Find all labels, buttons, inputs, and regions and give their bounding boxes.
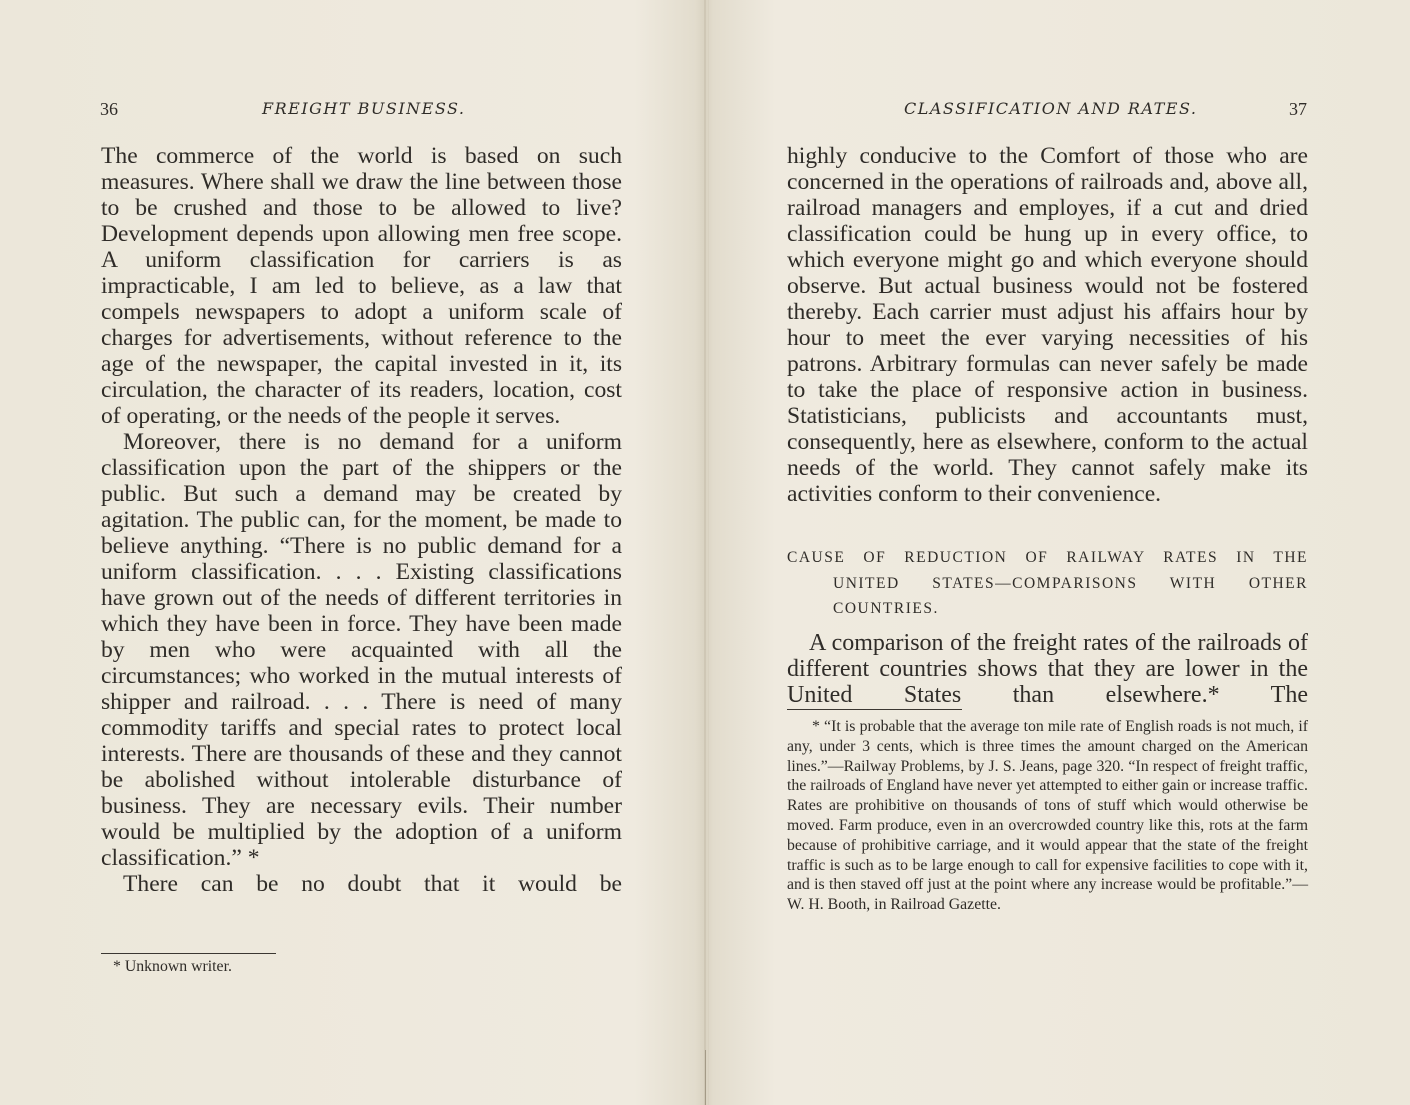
left-paragraph-3: There can be no doubt that it would be — [123, 871, 622, 897]
right-paragraph-1: highly conducive to the Comfort of those who are concerned in the operations of railroads and, above all, railroad managers and employes, if a cut and dried classification could be hung up in every office, to which everyone might go and which everyone should observe. But actual business would not be fostered thereby. Each carrier must adjust his affairs hour by hour to meet the ever varying necessities of his patrons. Arbitrary formulas can never safely be made to take the place of responsive action in business. Statisticians, publicists and accountants must, consequently, here as elsewhere, conform to the actual needs of the world. They cannot safely make its activities conform to their convenience. — [787, 143, 1308, 507]
left-page-header — [100, 97, 625, 121]
section-heading-line-1: CAUSE OF REDUCTION OF RAILWAY RATES IN THE — [787, 549, 1308, 566]
section-heading-line-3: COUNTRIES. — [833, 600, 939, 617]
right-paragraph-2: A comparison of the freight rates of the railroads of different countries shows that they are lower in the United States than elsewhere.* The — [787, 630, 1308, 708]
left-page-body — [101, 143, 622, 897]
right-running-head: CLASSIFICATION AND RATES. — [904, 99, 1198, 118]
left-paragraph-1: The commerce of the world is based on such measures. Where shall we draw the line between those to be crushed and those to be allowed to live? Development depends upon allowing men free scope. A uniform classification for carriers is as impracticable, I am led to believe, as a law that compels newspapers to adopt a uniform scale of charges for advertisements, without reference to the age of the newspaper, the capital invested in it, its circulation, the character of its readers, location, cost of operating, or the needs of the people it serves. — [101, 143, 622, 429]
gutter-line — [708, 0, 709, 1105]
left-paragraph-2: Moreover, there is no demand for a uniform classification upon the part of the shippers or the public. But such a demand may be created by agitation. The public can, for the moment, be made to believe anything. “There is no public demand for a uniform classification. . . . Existing classifications have grown out of the needs of different territories in which they have been in force. They have been made by men who were acquainted with all the circumstances; who worked in the mutual interests of shipper and railroad. . . . There is need of many commodity tariffs and special rates to protect local interests. There are thousands of these and they cannot be abolished without intolerable disturbance of business. They are necessary evils. Their number would be multiplied by the adoption of a uniform classification.” * — [101, 429, 622, 871]
left-running-head: FREIGHT BUSINESS. — [262, 99, 466, 118]
section-heading-line-2: UNITED STATES—COMPARISONS WITH OTHER — [833, 574, 1308, 592]
right-page-body-2 — [787, 630, 1308, 708]
section-heading — [787, 545, 1308, 622]
left-footnote-rule — [101, 953, 276, 954]
gutter-shadow — [704, 0, 706, 1105]
right-page-header — [787, 97, 1312, 121]
right-footnote-rule — [787, 709, 962, 710]
left-page-number: 36 — [100, 99, 118, 119]
binding-line — [705, 1050, 706, 1105]
left-footnote: * Unknown writer. — [113, 958, 232, 975]
right-page-body — [787, 143, 1308, 507]
right-footnote: * “It is probable that the average ton mile rate of English roads is not much, if any, under 3 cents, which is three times the amount charged on the American lines.”—Railway Problems, by J. S. Jeans, page 320. “In respect of freight traffic, the railroads of England have never yet attempted to either gain or increase traffic. Rates are prohibitive on thousands of tons of stuff which would otherwise be moved. Farm produce, even in an overcrowded country like this, rots at the farm because of prohibitive carriage, and it would appear that the state of the freight traffic is such as to be large enough to call for expensive facilities to cope with it, and is then staved off just at the point where any increase would be profitable.”—W. H. Booth, in Railroad Gazette. — [787, 718, 1308, 914]
right-page-number: 37 — [1289, 99, 1307, 119]
